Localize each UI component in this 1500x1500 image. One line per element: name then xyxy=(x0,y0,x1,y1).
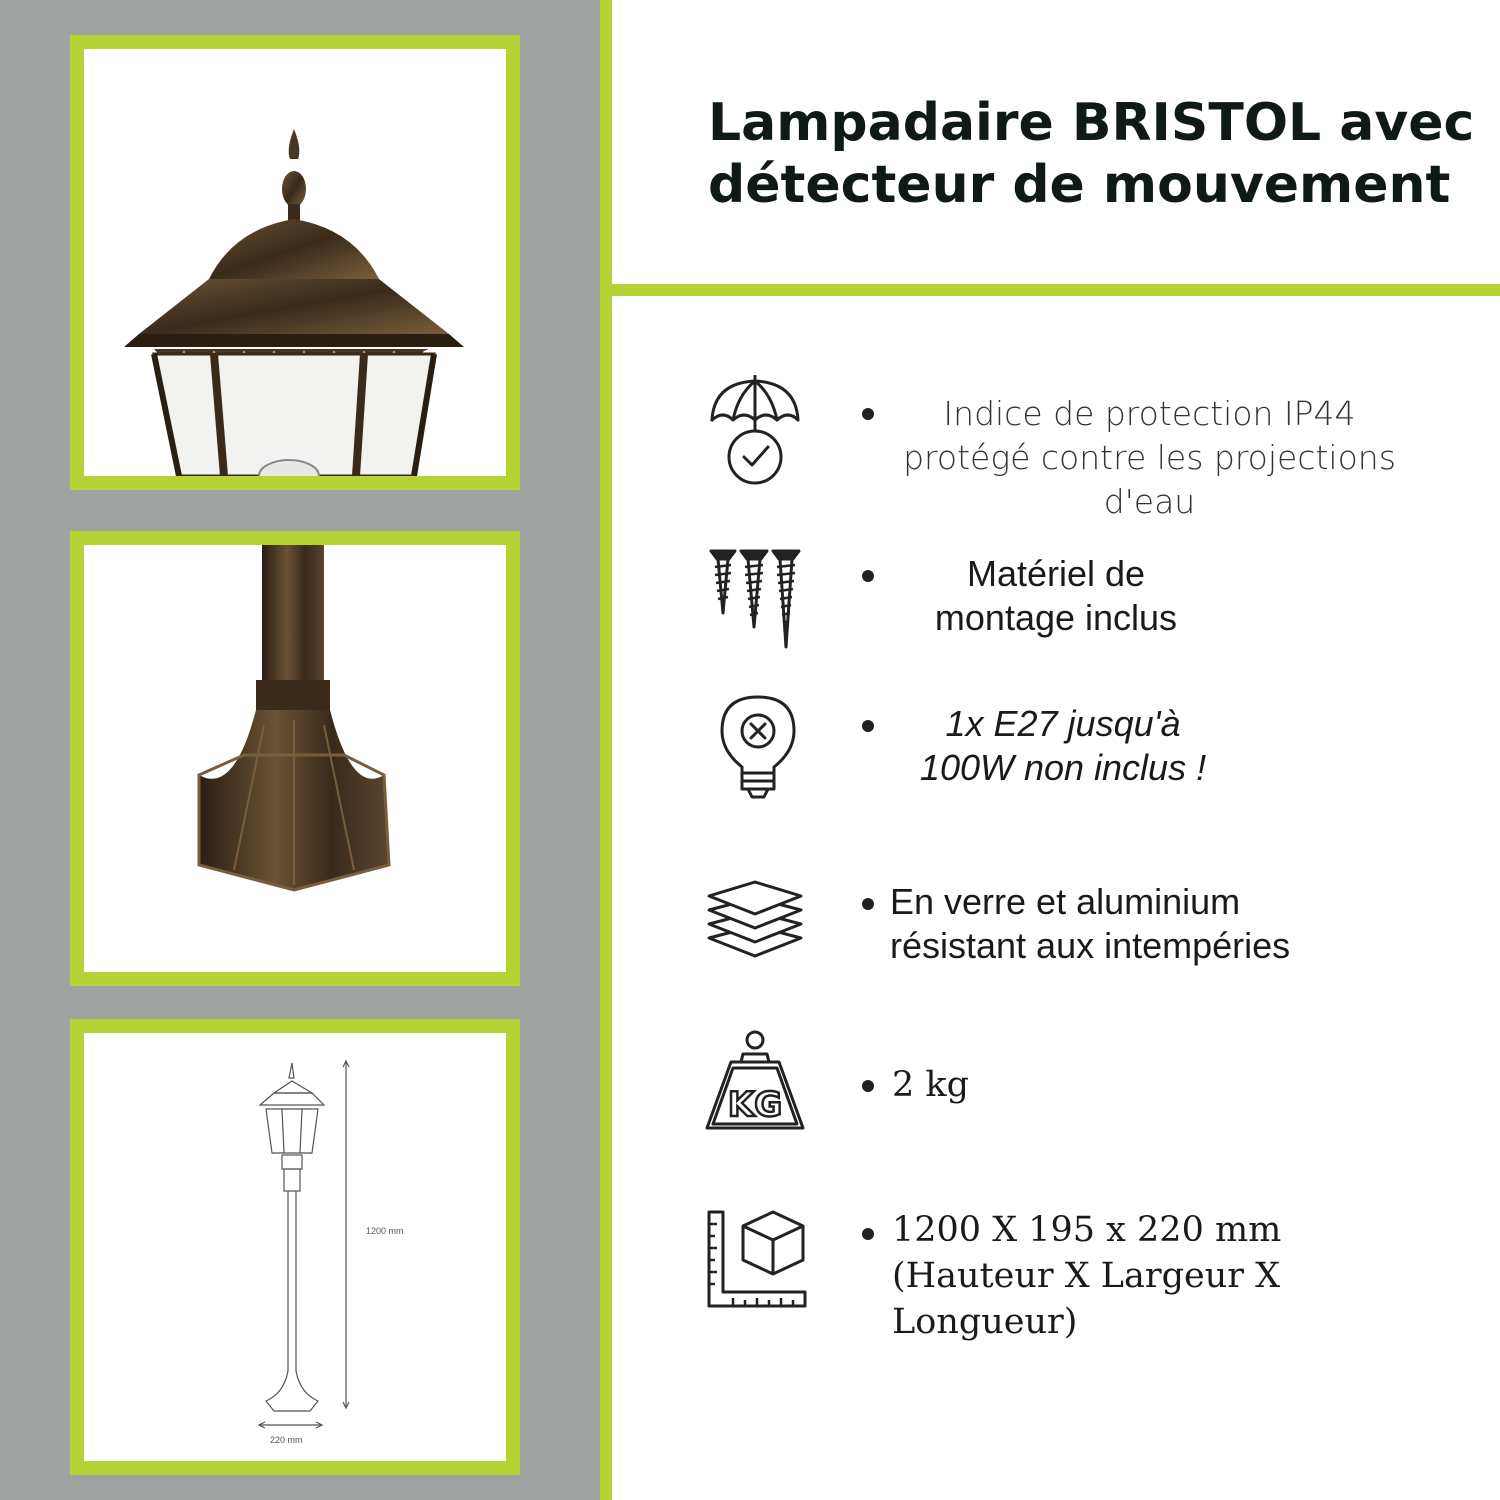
feature-weight-text: 2 kg xyxy=(892,1065,970,1105)
bullet xyxy=(862,720,874,732)
screws-icon xyxy=(705,545,805,653)
umbrella-check-icon xyxy=(708,375,802,485)
weight-kg-icon xyxy=(703,1028,807,1134)
page-title: Lampadaire BRISTOL avec détecteur de mouvement xyxy=(708,93,1475,215)
horizontal-divider xyxy=(612,284,1500,296)
bulb-x-icon xyxy=(718,693,798,805)
dimension-drawing xyxy=(70,1019,520,1475)
layers-icon xyxy=(705,878,805,960)
bullet xyxy=(862,1228,874,1240)
width-dimension-label: 220 mm xyxy=(270,1435,303,1445)
feature-dimensions-text: 1200 X 195 x 220 mm (Hauteur X Largeur X Longueur) xyxy=(892,1210,1282,1342)
vertical-divider xyxy=(600,0,612,1500)
feature-ip44-text: Indice de protection IP44 protégé contre les projections d'eau xyxy=(903,394,1396,521)
feature-mounting-text: Matériel de montage inclus xyxy=(934,553,1178,638)
svg-text:KG: KG xyxy=(727,1085,783,1125)
feature-bulb-text: 1x E27 jusqu'à 100W non inclus ! xyxy=(919,703,1207,788)
bullet xyxy=(862,1080,874,1092)
lantern-head-photo xyxy=(70,35,520,490)
height-dimension-label: 1200 mm xyxy=(366,1226,404,1236)
feature-material-text: En verre et aluminium résistant aux intempéries xyxy=(890,881,1291,966)
bullet xyxy=(862,570,874,582)
lantern-base-photo xyxy=(70,531,520,986)
ruler-box-icon xyxy=(705,1208,809,1312)
bullet xyxy=(862,898,874,910)
bullet xyxy=(862,408,874,420)
